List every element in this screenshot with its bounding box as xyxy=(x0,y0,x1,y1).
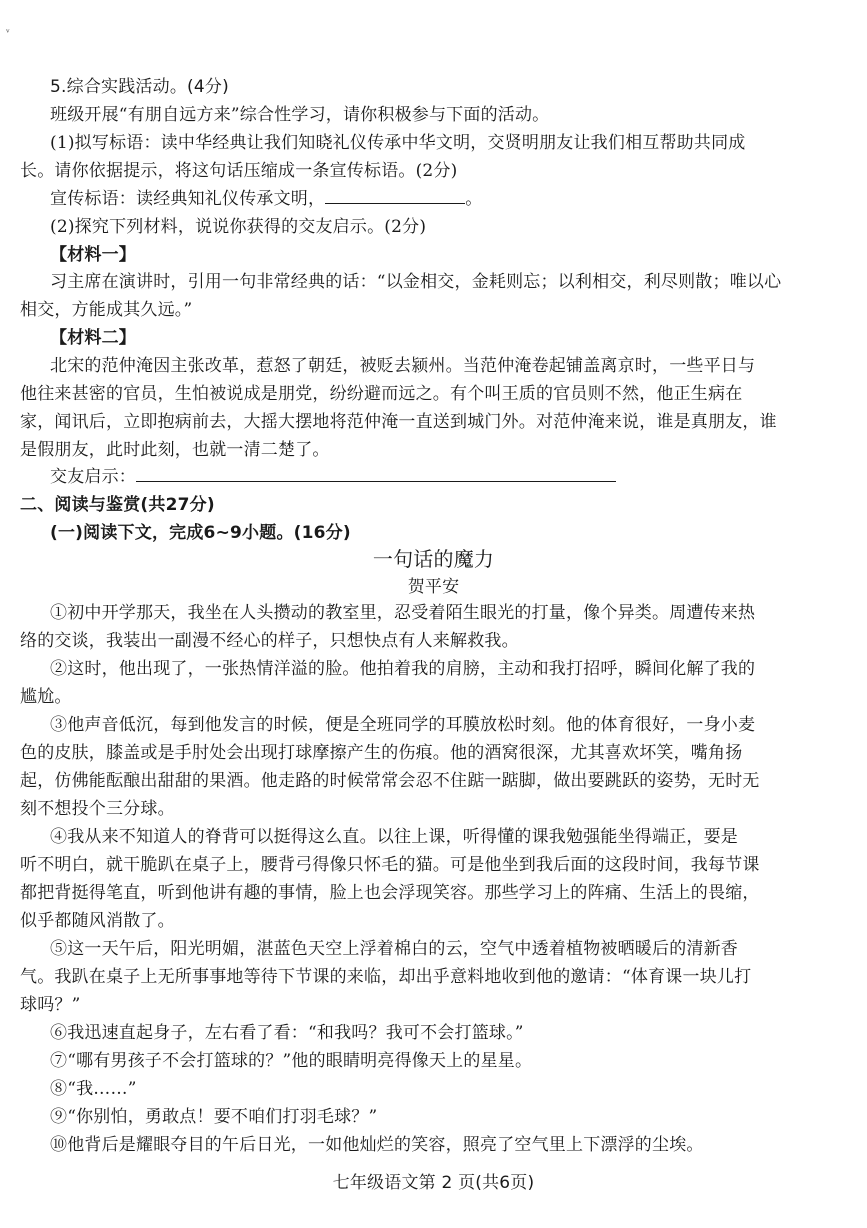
article-line: ⑦“哪有男孩子不会打篮球的？”他的眼睛明亮得像天上的星星。 xyxy=(50,1051,533,1071)
material1-line2: 相交，方能成其久远。” xyxy=(20,300,193,320)
material2-line4: 是假朋友，此时此刻，也就一清二楚了。 xyxy=(20,440,330,460)
slogan-prefix: 宣传标语：读经典知礼仪传承文明， xyxy=(50,189,326,209)
article-line: 气。我趴在桌子上无所事事地等待下节课的来临，却出乎意料地收到他的邀请：“体育课一块儿打 xyxy=(20,967,752,987)
material2-line3: 家，闻讯后，立即抱病前去，大摇大摆地将范仲淹一直送到城门外。对范仲淹来说，谁是真朋友，谁 xyxy=(20,412,777,432)
q5-part1-line1: (1)拟写标语：读中华经典让我们知晓礼仪传承中华文明，交贤明朋友让我们相互帮助共同成 xyxy=(50,133,746,153)
article-line: 似乎都随风消散了。 xyxy=(20,911,175,931)
material2-line2: 他往来甚密的官员，生怕被说成是朋党，纷纷避而远之。有个叫王质的官员则不然，他正生病在 xyxy=(20,384,743,404)
article-line: ⑩他背后是耀眼夺目的午后日光，一如他灿烂的笑容，照亮了空气里上下漂浮的尘埃。 xyxy=(50,1135,704,1155)
article-line: ②这时，他出现了，一张热情洋溢的脸。他拍着我的肩膀，主动和我打招呼，瞬间化解了我的 xyxy=(50,659,756,679)
article-line: 听不明白，就干脆趴在桌子上，腰背弓得像只怀毛的猫。可是他坐到我后面的这段时间，我每节课 xyxy=(20,855,760,875)
article-line: ⑨“你别怕，勇敢点！要不咱们打羽毛球？” xyxy=(50,1107,378,1127)
article-title: 一句话的魔力 xyxy=(372,547,495,571)
article-line: 刻不想投个三分球。 xyxy=(20,799,175,819)
answer-line xyxy=(50,466,616,488)
q5-title: 5.综合实践活动。(4分) xyxy=(50,77,229,97)
section2-title: 二、阅读与鉴赏(共27分) xyxy=(20,495,215,515)
corner-mark: ᵛ xyxy=(6,28,10,39)
article-line: ⑧“我……” xyxy=(50,1079,137,1099)
article-line: 络的交谈，我装出一副漫不经心的样子，只想快点有人来解救我。 xyxy=(20,631,519,651)
article-line: ①初中开学那天，我坐在人头攒动的教室里，忍受着陌生眼光的打量，像个异类。周遭传来热 xyxy=(50,603,756,623)
article-author: 贺平安 xyxy=(407,577,460,597)
section2-sub: (一)阅读下文，完成6~9小题。(16分) xyxy=(50,523,351,543)
slogan-line xyxy=(50,188,482,210)
answer-label: 交友启示： xyxy=(50,467,136,487)
page-footer: 七年级语文第 2 页(共6页) xyxy=(332,1173,535,1193)
article-line: ④我从来不知道人的脊背可以挺得这么直。以往上课，听得懂的课我勉强能坐得端正，要是 xyxy=(50,827,738,847)
q5-intro: 班级开展“有朋自远方来”综合性学习，请你积极参与下面的活动。 xyxy=(50,105,550,125)
q5-part1-line2: 长。请你依据提示，将这句话压缩成一条宣传标语。(2分) xyxy=(20,161,458,181)
answer-blank[interactable] xyxy=(136,467,616,482)
article-line: ③他声音低沉，每到他发言的时候，便是全班同学的耳膜放松时刻。他的体育很好，一身小麦 xyxy=(50,715,756,735)
material1-line1: 习主席在演讲时，引用一句非常经典的话：“以金相交，金耗则忘；以利相交，利尽则散；唯以心 xyxy=(50,272,782,292)
q5-part2: (2)探究下列材料，说说你获得的交友启示。(2分) xyxy=(50,217,427,237)
article-line: 色的皮肤，膝盖或是手肘处会出现打球摩擦产生的伤痕。他的酒窝很深，尤其喜欢坏笑，嘴角扬 xyxy=(20,743,743,763)
article-line: 尴尬。 xyxy=(20,687,72,707)
article-line: 起，仿佛能酝酿出甜甜的果酒。他走路的时候常常会忍不住踮一踮脚，做出要跳跃的姿势，无时无 xyxy=(20,771,760,791)
article-line: 都把背挺得笔直，听到他讲有趣的事情，脸上也会浮现笑容。那些学习上的阵痛、生活上的畏缩， xyxy=(20,883,760,903)
material2-title: 【材料二】 xyxy=(50,328,136,348)
material1-title: 【材料一】 xyxy=(50,245,136,265)
slogan-answer-blank[interactable] xyxy=(325,189,465,204)
article-line: 球吗？” xyxy=(20,995,81,1015)
article-line: ⑥我迅速直起身子，左右看了看：“和我吗？我可不会打篮球。” xyxy=(50,1023,524,1043)
material2-line1: 北宋的范仲淹因主张改革，惹怒了朝廷，被贬去颍州。当范仲淹卷起铺盖离京时，一些平日与 xyxy=(50,356,756,376)
slogan-end: 。 xyxy=(465,189,483,209)
article-line: ⑤这一天午后，阳光明媚，湛蓝色天空上浮着棉白的云，空气中透着植物被晒暖后的清新香 xyxy=(50,939,738,959)
